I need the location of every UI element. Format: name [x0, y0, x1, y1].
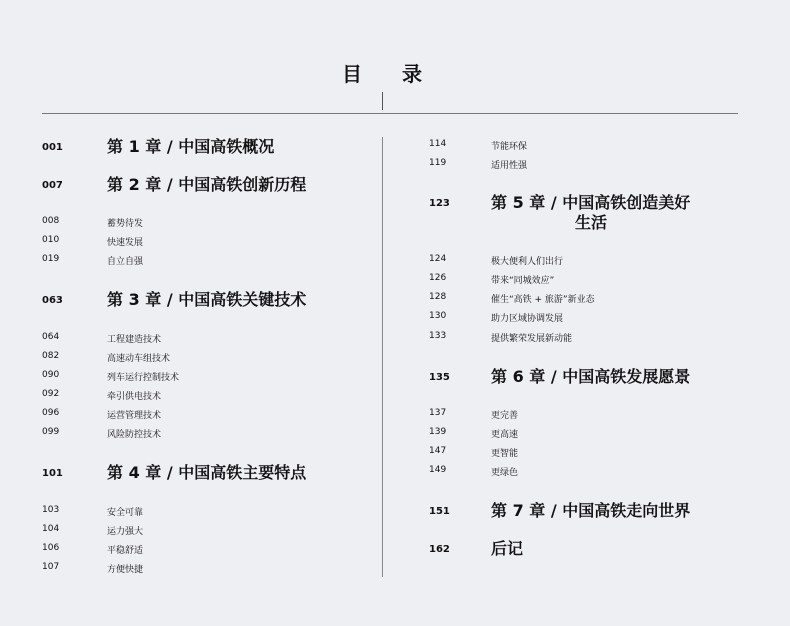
page-number: 019: [42, 254, 60, 264]
page-number: 126: [429, 273, 447, 283]
page-number: 123: [429, 198, 450, 209]
section-title: 安全可靠: [107, 508, 144, 518]
page-number: 147: [429, 446, 447, 456]
section-title: 节能环保: [491, 142, 528, 152]
page-number: 149: [429, 465, 447, 475]
chapter-title: 第 1 章 / 中国高铁概况: [107, 137, 275, 156]
page-number: 139: [429, 427, 447, 437]
page-number: 151: [429, 506, 450, 517]
header-rule: [42, 113, 738, 114]
section-title: 极大便利人们出行: [491, 257, 564, 267]
page-number: 064: [42, 332, 60, 342]
chapter-title: 第 2 章 / 中国高铁创新历程: [107, 175, 307, 194]
page-number: 103: [42, 505, 60, 515]
section-title: 更绿色: [491, 468, 519, 478]
page-number: 128: [429, 292, 447, 302]
page-number: 124: [429, 254, 447, 264]
page-number: 162: [429, 544, 450, 555]
section-title: 运力强大: [107, 527, 144, 537]
section-title: 提供繁荣发展新动能: [491, 334, 573, 344]
page-number: 137: [429, 408, 447, 418]
page-number: 090: [42, 370, 60, 380]
section-title: 运营管理技术: [107, 411, 162, 421]
page-number: 008: [42, 216, 60, 226]
chapter-title: 第 6 章 / 中国高铁发展愿景: [491, 367, 691, 386]
page-number: 092: [42, 389, 60, 399]
section-title: 蓄势待发: [107, 219, 144, 229]
chapter-title-continued: 生活: [575, 213, 608, 232]
section-title: 牵引供电技术: [107, 392, 162, 402]
page-number: 096: [42, 408, 60, 418]
page-number: 106: [42, 543, 60, 553]
page-number: 010: [42, 235, 60, 245]
page-number: 099: [42, 427, 60, 437]
page-number: 114: [429, 139, 447, 149]
page-number: 063: [42, 295, 63, 306]
page-number: 007: [42, 180, 63, 191]
toc-title-char-2: 录: [402, 62, 422, 86]
page-number: 101: [42, 468, 63, 479]
chapter-title: 第 7 章 / 中国高铁走向世界: [491, 501, 691, 520]
page-number: 104: [42, 524, 60, 534]
page-number: 135: [429, 372, 450, 383]
section-title: 助力区域协调发展: [491, 314, 564, 324]
page-number: 133: [429, 331, 447, 341]
section-title: 列车运行控制技术: [107, 373, 180, 383]
chapter-title: 第 3 章 / 中国高铁关键技术: [107, 290, 307, 309]
section-title: 更高速: [491, 430, 519, 440]
page-number: 130: [429, 311, 447, 321]
section-title: 风险防控技术: [107, 430, 162, 440]
section-title: 更智能: [491, 449, 519, 459]
section-title: 催生“高铁 + 旅游”新业态: [491, 295, 595, 305]
chapter-title: 第 4 章 / 中国高铁主要特点: [107, 463, 307, 482]
section-title: 方便快捷: [107, 565, 144, 575]
section-title: 平稳舒适: [107, 546, 144, 556]
chapter-title: 后记: [491, 539, 524, 558]
section-title: 带来“同城效应”: [491, 276, 555, 286]
toc-title: [0, 58, 790, 88]
page-number: 001: [42, 142, 63, 153]
chapter-title: 第 5 章 / 中国高铁创造美好: [491, 193, 691, 212]
title-tick-line: [382, 92, 383, 110]
page-number: 107: [42, 562, 60, 572]
section-title: 适用性强: [491, 161, 528, 171]
page-number: 119: [429, 158, 447, 168]
page-number: 082: [42, 351, 60, 361]
section-title: 更完善: [491, 411, 519, 421]
section-title: 高速动车组技术: [107, 354, 171, 364]
column-divider: [382, 137, 383, 577]
section-title: 自立自强: [107, 257, 144, 267]
section-title: 快速发展: [107, 238, 144, 248]
toc-title-char-1: 目: [342, 62, 362, 86]
section-title: 工程建造技术: [107, 335, 162, 345]
